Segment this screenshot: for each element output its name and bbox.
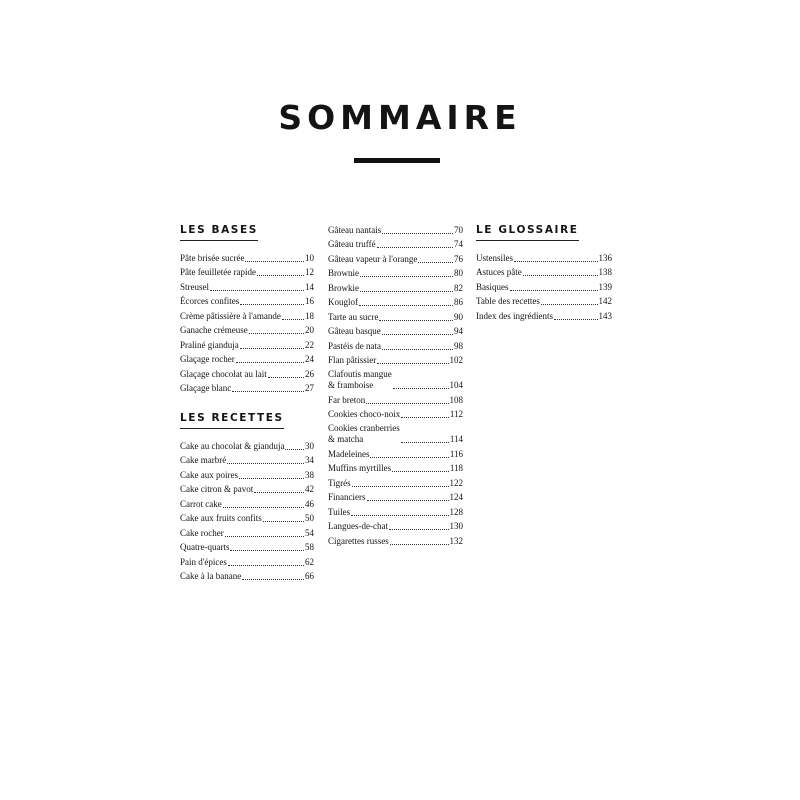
toc-entry[interactable]	[328, 489, 463, 504]
toc-entry[interactable]	[476, 307, 612, 322]
toc-entry-page-number: 62	[305, 556, 314, 567]
toc-entry-page-number: 46	[305, 498, 314, 509]
toc-entry-title: Praliné gianduja	[180, 339, 239, 350]
toc-entry[interactable]	[180, 452, 314, 467]
toc-entry-page-number: 86	[454, 297, 463, 307]
dot-leader	[257, 275, 304, 276]
toc-entry[interactable]	[328, 352, 463, 367]
toc-entry-page-number: 76	[454, 253, 463, 264]
toc-entry[interactable]	[328, 250, 463, 265]
toc-entry-page-number: 34	[305, 455, 314, 465]
dot-leader	[382, 334, 453, 335]
toc-entry-page-number: 58	[305, 542, 314, 552]
toc-entry[interactable]	[180, 351, 314, 366]
toc-entry-title: Pastéis de nata	[328, 340, 381, 351]
toc-entry-title: Cake marbré	[180, 455, 227, 465]
toc-entry-title: Cookies choco-noix	[328, 409, 401, 419]
toc-entry-page-number: 108	[449, 394, 463, 405]
toc-entry-page-number: 14	[305, 281, 314, 292]
toc-entry[interactable]	[180, 524, 314, 539]
toc-entry-title: Madeleines	[328, 448, 370, 459]
toc-entry-title: Brownie	[328, 268, 359, 278]
toc-entry-page-number: 136	[598, 252, 612, 263]
toc-entry[interactable]	[328, 406, 463, 421]
dot-leader	[360, 276, 453, 277]
toc-entry-page-number: 98	[454, 340, 463, 351]
toc-entry[interactable]	[180, 336, 314, 351]
toc-list-recettes-continued	[328, 221, 463, 547]
toc-list-bases	[180, 249, 314, 394]
toc-entry-page-number: 128	[449, 506, 463, 517]
dot-leader	[379, 320, 453, 321]
toc-entry-title: Pâte brisée sucrée	[180, 252, 245, 263]
toc-entry[interactable]	[328, 503, 463, 518]
toc-column-2	[328, 221, 463, 547]
toc-entry[interactable]	[328, 420, 463, 445]
toc-entry[interactable]	[180, 568, 314, 583]
toc-entry-page-number: 94	[454, 326, 463, 336]
toc-entry-page-number: 22	[305, 339, 314, 350]
dot-leader	[245, 261, 304, 262]
dot-leader	[359, 305, 453, 306]
dot-leader	[225, 536, 304, 537]
dot-leader	[389, 529, 449, 530]
toc-entry-page-number: 143	[598, 310, 612, 321]
toc-entry-title: Index des ingrédients	[476, 310, 553, 321]
toc-entry-title: Quatre-quarts	[180, 542, 230, 552]
toc-entry-title: Streusel	[180, 281, 209, 292]
toc-entry-page-number: 118	[449, 463, 463, 473]
toc-entry-page-number: 27	[305, 383, 314, 393]
dot-leader	[263, 521, 304, 522]
toc-entry-title: Écorces confites	[180, 296, 240, 306]
dot-leader	[285, 449, 304, 450]
toc-list-recettes	[180, 437, 314, 582]
dot-leader	[392, 471, 449, 472]
toc-entry[interactable]	[180, 307, 314, 322]
toc-entry[interactable]	[180, 437, 314, 452]
toc-entry[interactable]	[180, 249, 314, 264]
toc-entry-page-number: 18	[305, 310, 314, 321]
toc-entry[interactable]	[328, 474, 463, 489]
toc-entry-page-number: 132	[449, 535, 463, 546]
toc-entry-title: Gâteau truffé	[328, 239, 376, 249]
toc-entry-title: Cake au chocolat & gianduja	[180, 440, 285, 451]
toc-entry[interactable]	[180, 510, 314, 525]
toc-entry-page-number: 102	[449, 355, 463, 365]
dot-leader	[228, 565, 304, 566]
toc-entry-page-number: 50	[305, 513, 314, 523]
toc-entry-page-number: 82	[454, 282, 463, 293]
dot-leader	[240, 348, 304, 349]
toc-entry-title: Tigrés	[328, 477, 351, 488]
dot-leader	[227, 463, 304, 464]
toc-entry-title: Cake citron & pavot	[180, 484, 254, 494]
toc-entry[interactable]	[180, 322, 314, 337]
toc-entry-title: Cookies cranberries & matcha	[328, 423, 400, 444]
toc-entry-page-number: 139	[598, 281, 612, 292]
toc-entry-page-number: 42	[305, 484, 314, 494]
dot-leader	[382, 233, 453, 234]
toc-entry-page-number: 124	[449, 492, 463, 502]
dot-leader	[268, 377, 304, 378]
toc-entry-title: Financiers	[328, 492, 366, 502]
dot-leader	[230, 550, 304, 551]
toc-entry-page-number: 130	[449, 521, 463, 531]
dot-leader	[242, 579, 304, 580]
toc-entry[interactable]	[328, 236, 463, 251]
toc-entry-title: Cake à la banane	[180, 571, 242, 581]
toc-entry-title: Ganache crémeuse	[180, 325, 248, 335]
toc-entry-title: Pain d'épices	[180, 556, 227, 567]
section-heading-glossaire: LE GLOSSAIRE	[476, 223, 579, 241]
toc-entry-page-number: 66	[305, 571, 314, 581]
dot-leader	[377, 363, 448, 364]
toc-entry[interactable]	[180, 264, 314, 279]
toc-entry-page-number: 74	[454, 239, 463, 249]
toc-entry-title: Gâteau nantais	[328, 224, 382, 235]
dot-leader	[249, 333, 304, 334]
toc-entry[interactable]	[328, 460, 463, 475]
toc-entry-page-number: 30	[305, 440, 314, 451]
toc-entry[interactable]	[328, 391, 463, 406]
dot-leader	[236, 362, 304, 363]
toc-entry-title: Browkie	[328, 282, 359, 293]
toc-entry[interactable]	[328, 265, 463, 280]
toc-entry-page-number: 80	[454, 268, 463, 278]
toc-entry[interactable]	[180, 539, 314, 554]
toc-entry-page-number: 38	[305, 469, 314, 480]
toc-column-3	[476, 220, 612, 322]
toc-entry[interactable]	[180, 466, 314, 481]
toc-entry-page-number: 16	[305, 296, 314, 306]
dot-leader	[239, 478, 304, 479]
dot-leader	[514, 261, 598, 262]
toc-entry-title: Carrot cake	[180, 498, 222, 509]
toc-entry-title: Astuces pâte	[476, 267, 522, 277]
toc-entry[interactable]	[328, 279, 463, 294]
dot-leader	[418, 262, 453, 263]
section-heading-recettes: LES RECETTES	[180, 411, 284, 429]
toc-entry-title: Flan pâtissier	[328, 355, 377, 365]
toc-entry-title: Crème pâtissière à l'amande	[180, 310, 281, 321]
toc-entry-page-number: 26	[305, 368, 314, 379]
toc-entry-page-number: 54	[305, 527, 314, 538]
toc-entry-title: Langues-de-chat	[328, 521, 388, 531]
dot-leader	[223, 507, 304, 508]
toc-entry-title: Basiques	[476, 281, 509, 292]
toc-entry[interactable]	[328, 532, 463, 547]
toc-entry-page-number: 90	[454, 311, 463, 322]
dot-leader	[232, 391, 304, 392]
toc-entry-page-number: 10	[305, 252, 314, 263]
toc-entry[interactable]	[180, 481, 314, 496]
section-heading-bases: LES BASES	[180, 223, 258, 241]
toc-entry[interactable]	[476, 293, 612, 308]
toc-entry-page-number: 114	[449, 434, 463, 444]
toc-entry-title: Ustensiles	[476, 252, 513, 263]
toc-entry-title: Pâte feuilletée rapide	[180, 267, 256, 277]
toc-entry-page-number: 70	[454, 224, 463, 235]
toc-entry[interactable]	[180, 278, 314, 293]
toc-entry[interactable]	[328, 337, 463, 352]
toc-entry[interactable]	[180, 553, 314, 568]
toc-entry[interactable]	[180, 495, 314, 510]
dot-leader	[554, 319, 598, 320]
dot-leader	[510, 290, 598, 291]
toc-entry-title: Gâteau vapeur à l'orange	[328, 253, 418, 264]
toc-entry[interactable]	[328, 308, 463, 323]
toc-entry-page-number: 116	[449, 448, 463, 459]
toc-entry-page-number: 24	[305, 354, 314, 364]
toc-entry-title: Far breton	[328, 394, 366, 405]
dot-leader	[393, 388, 449, 389]
toc-entry-page-number: 122	[449, 477, 463, 488]
toc-entry-page-number: 12	[305, 267, 314, 277]
toc-entry-title: Cake aux poires	[180, 469, 238, 480]
toc-entry[interactable]	[476, 249, 612, 264]
toc-entry[interactable]	[180, 293, 314, 308]
toc-entry-page-number: 104	[449, 380, 463, 390]
toc-entry-title: Tuiles	[328, 506, 351, 517]
toc-entry-title: Tarte au sucre	[328, 311, 379, 322]
dot-leader	[370, 457, 448, 458]
toc-entry[interactable]	[328, 323, 463, 338]
toc-list-glossaire	[476, 249, 612, 322]
toc-entry[interactable]	[328, 294, 463, 309]
dot-leader	[360, 291, 453, 292]
toc-entry-title: Table des recettes	[476, 296, 540, 306]
toc-entry-title: Glaçage blanc	[180, 383, 232, 393]
toc-entry-title: Muffins myrtilles	[328, 463, 392, 473]
dot-leader	[367, 500, 449, 501]
toc-entry-page-number: 20	[305, 325, 314, 335]
dot-leader	[377, 247, 453, 248]
toc-entry[interactable]	[328, 366, 463, 391]
toc-entry-page-number: 112	[449, 409, 463, 419]
toc-entry-page-number: 142	[598, 296, 612, 306]
toc-entry-title: Glaçage rocher	[180, 354, 235, 364]
dot-leader	[210, 290, 304, 291]
toc-entry-title: Cake rocher	[180, 527, 224, 538]
dot-leader	[366, 403, 448, 404]
toc-column-1	[180, 220, 314, 582]
toc-entry[interactable]	[180, 365, 314, 380]
toc-entry[interactable]	[328, 445, 463, 460]
dot-leader	[351, 515, 448, 516]
dot-leader	[352, 486, 449, 487]
dot-leader	[254, 492, 304, 493]
toc-entry[interactable]	[476, 278, 612, 293]
dot-leader	[240, 304, 304, 305]
toc-entry-title: Kouglof	[328, 297, 358, 307]
toc-entry[interactable]	[328, 221, 463, 236]
title-underline	[354, 158, 440, 163]
dot-leader	[541, 304, 598, 305]
toc-entry[interactable]	[328, 518, 463, 533]
dot-leader	[401, 417, 449, 418]
dot-leader	[382, 349, 453, 350]
toc-entry-title: Gâteau basque	[328, 326, 381, 336]
toc-entry-title: Clafoutis mangue & framboise	[328, 369, 392, 390]
dot-leader	[390, 544, 449, 545]
toc-entry-title: Cake aux fruits confits	[180, 513, 262, 523]
toc-entry-page-number: 138	[598, 267, 612, 277]
dot-leader	[282, 319, 304, 320]
dot-leader	[401, 442, 449, 443]
page-title: SOMMAIRE	[278, 98, 522, 137]
toc-entry-title: Glaçage chocolat au lait	[180, 368, 267, 379]
toc-entry[interactable]	[476, 264, 612, 279]
toc-entry[interactable]	[180, 380, 314, 395]
toc-entry-title: Cigarettes russes	[328, 535, 389, 546]
dot-leader	[523, 275, 598, 276]
